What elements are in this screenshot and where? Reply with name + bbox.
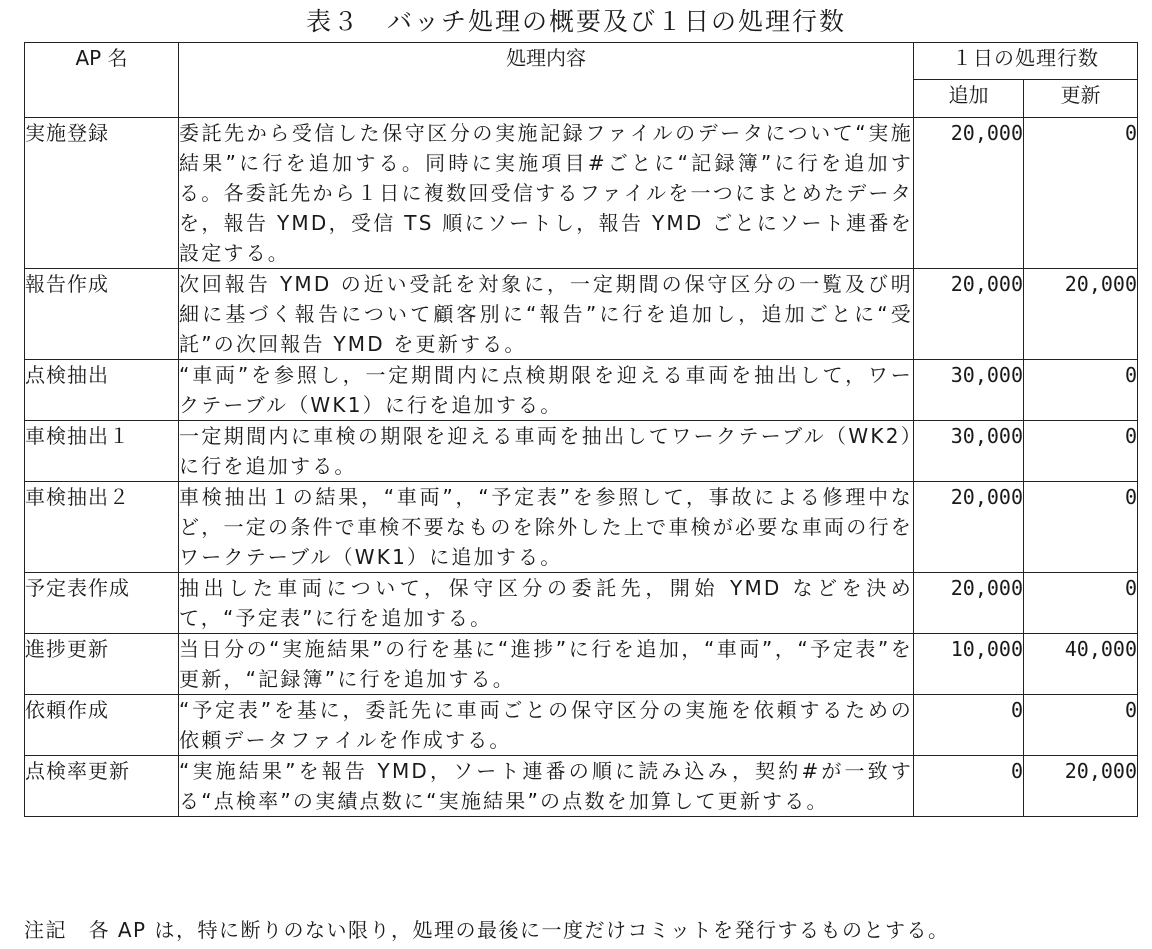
table-row <box>25 695 1138 756</box>
add-count-cell: 20,000 <box>914 269 1024 360</box>
table-row <box>25 482 1138 573</box>
header-content: 処理内容 <box>179 43 914 118</box>
update-count-cell: 0 <box>1024 482 1138 573</box>
ap-name-cell: 点検率更新 <box>25 756 179 817</box>
table-title: 表３ バッチ処理の概要及び１日の処理行数 <box>305 7 846 36</box>
update-count-cell: 0 <box>1024 421 1138 482</box>
table-row <box>25 634 1138 695</box>
table-row <box>25 360 1138 421</box>
content-cell: 抽出した車両について，保守区分の委託先，開始 YMD などを決めて，“予定表”に行を追加する。 <box>179 573 914 634</box>
ap-name-cell: 予定表作成 <box>25 573 179 634</box>
update-count-cell: 20,000 <box>1024 269 1138 360</box>
add-count-cell: 0 <box>914 756 1024 817</box>
table-row <box>25 573 1138 634</box>
table-row <box>25 269 1138 360</box>
header-ap-name: AP 名 <box>25 43 179 118</box>
add-count-cell: 10,000 <box>914 634 1024 695</box>
ap-name-cell: 進捗更新 <box>25 634 179 695</box>
add-count-cell: 0 <box>914 695 1024 756</box>
update-count-cell: 0 <box>1024 360 1138 421</box>
ap-name-cell: 依頼作成 <box>25 695 179 756</box>
update-count-cell: 0 <box>1024 573 1138 634</box>
header-update: 更新 <box>1024 80 1138 118</box>
ap-name-cell: 車検抽出１ <box>25 421 179 482</box>
add-count-cell: 20,000 <box>914 482 1024 573</box>
header-add: 追加 <box>914 80 1024 118</box>
content-cell: 委託先から受信した保守区分の実施記録ファイルのデータについて“実施結果”に行を追加する。同時に実施項目#ごとに“記録簿”に行を追加する。各委託先から１日に複数回受信するファイルを一つにまとめたデータを，報告 YMD，受信 TS 順にソートし，報告 YMD ごとにソート連番を設定する。 <box>179 118 914 269</box>
update-count-cell: 40,000 <box>1024 634 1138 695</box>
ap-name-cell: 報告作成 <box>25 269 179 360</box>
update-count-cell: 20,000 <box>1024 756 1138 817</box>
ap-name-cell: 点検抽出 <box>25 360 179 421</box>
content-cell: 次回報告 YMD の近い受託を対象に，一定期間の保守区分の一覧及び明細に基づく報告について顧客別に“報告”に行を追加し，追加ごとに“受託”の次回報告 YMD を更新する。 <box>179 269 914 360</box>
add-count-cell: 20,000 <box>914 118 1024 269</box>
table-row <box>25 756 1138 817</box>
ap-name-cell: 実施登録 <box>25 118 179 269</box>
content-cell: “予定表”を基に，委託先に車両ごとの保守区分の実施を依頼するための依頼データファイルを作成する。 <box>179 695 914 756</box>
content-cell: 車検抽出１の結果，“車両”，“予定表”を参照して，事故による修理中など，一定の条件で車検不要なものを除外した上で車検が必要な車両の行をワークテーブル（WK1）に追加する。 <box>179 482 914 573</box>
content-cell: “実施結果”を報告 YMD，ソート連番の順に読み込み，契約#が一致する“点検率”の実績点数に“実施結果”の点数を加算して更新する。 <box>179 756 914 817</box>
ap-name-cell: 車検抽出２ <box>25 482 179 573</box>
batch-process-table <box>24 42 1138 817</box>
table-row <box>25 421 1138 482</box>
content-cell: 当日分の“実施結果”の行を基に“進捗”に行を追加，“車両”，“予定表”を更新，“記録簿”に行を追加する。 <box>179 634 914 695</box>
update-count-cell: 0 <box>1024 695 1138 756</box>
update-count-cell: 0 <box>1024 118 1138 269</box>
add-count-cell: 30,000 <box>914 421 1024 482</box>
header-rows-per-day: １日の処理行数 <box>914 43 1138 80</box>
add-count-cell: 20,000 <box>914 573 1024 634</box>
content-cell: “車両”を参照し，一定期間内に点検期限を迎える車両を抽出して，ワークテーブル（WK1）に行を追加する。 <box>179 360 914 421</box>
table-row <box>25 118 1138 269</box>
add-count-cell: 30,000 <box>914 360 1024 421</box>
footnote: 注記 各 AP は，特に断りのない限り，処理の最後に一度だけコミットを発行するものとする。 <box>24 918 950 942</box>
content-cell: 一定期間内に車検の期限を迎える車両を抽出してワークテーブル（WK2）に行を追加する。 <box>179 421 914 482</box>
